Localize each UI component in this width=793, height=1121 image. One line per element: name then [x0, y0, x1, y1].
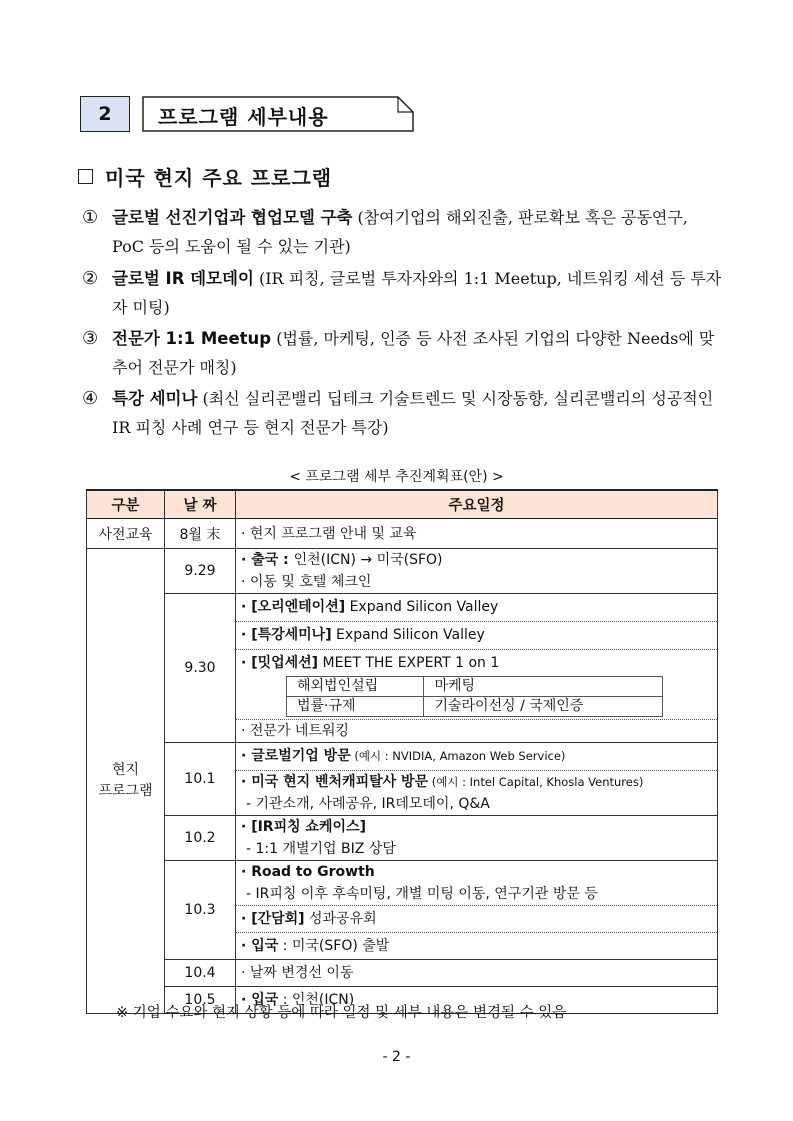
- topic-cell: 마케팅: [424, 677, 663, 697]
- schedule-line: · Road to Growth: [241, 864, 375, 880]
- table-row: [87, 816, 718, 861]
- schedule-line: · [IR피칭 쇼케이스]: [241, 819, 366, 835]
- item-number: ①: [82, 207, 99, 228]
- category-cell: 사전교육: [87, 519, 165, 549]
- table-caption: < 프로그램 세부 추진계획표(안) >: [289, 469, 504, 485]
- table-row: [87, 594, 718, 743]
- schedule-subline: - 기관소개, 사례공유, IR데모데이, Q&A: [246, 796, 490, 812]
- table-header-row: [87, 490, 718, 519]
- item-description: (법률, 마케팅, 인증 등 사전 조사된 기업의 다양한 Needs에 맞추어 전문가 매칭): [112, 329, 715, 377]
- date-cell: 8월 末: [165, 519, 236, 549]
- topic-cell: 기술라이선싱 / 국제인증: [424, 697, 663, 717]
- schedule-line: · [특강세미나] Expand Silicon Valley: [236, 621, 717, 649]
- date-cell: 10.5: [165, 987, 236, 1014]
- date-cell: 10.3: [165, 861, 236, 960]
- program-item-3: [82, 324, 722, 382]
- subheading: [78, 162, 332, 191]
- meetup-topics-grid: [286, 676, 663, 717]
- item-number: ②: [82, 268, 99, 289]
- schedule-subline: - 1:1 개별기업 BIZ 상담: [246, 841, 396, 857]
- date-cell: 10.4: [165, 960, 236, 987]
- item-keyword: 글로벌 IR 데모데이: [112, 269, 254, 288]
- date-cell: 9.29: [165, 549, 236, 594]
- topic-cell: 해외법인설립: [287, 677, 424, 697]
- section-number: 2: [80, 96, 130, 132]
- schedule-line: · 글로벌기업 방문 (예시 : NVIDIA, Amazon Web Service): [241, 748, 566, 764]
- header-date: 날 짜: [165, 490, 236, 519]
- header-category: 구분: [87, 490, 165, 519]
- item-description: (최신 실리콘밸리 딥테크 기술트렌드 및 시장동향, 실리콘밸리의 성공적인 IR 피칭 사례 연구 등 현지 전문가 특강): [112, 389, 714, 437]
- item-keyword: 특강 세미나: [112, 389, 198, 408]
- date-cell: 10.1: [165, 743, 236, 816]
- table-row: [87, 861, 718, 960]
- date-cell: 9.30: [165, 594, 236, 743]
- schedule-line: · [간담회] 성과공유회: [236, 905, 717, 932]
- section-title-box: [142, 96, 414, 132]
- schedule-line: · 현지 프로그램 안내 및 교육: [241, 525, 417, 542]
- item-number: ④: [82, 388, 99, 409]
- item-number: ③: [82, 328, 99, 349]
- page-number: - 2 -: [382, 1049, 411, 1065]
- schedule-line: · 입국 : 인천(ICN): [241, 992, 355, 1008]
- schedule-line: · [밋업세션] MEET THE EXPERT 1 on 1: [236, 649, 717, 676]
- item-description: (IR 피칭, 글로벌 투자자와의 1:1 Meetup, 네트워킹 세션 등 투자자 미팅): [112, 269, 722, 317]
- item-description: (참여기업의 해외진출, 판로확보 혹은 공동연구, PoC 등의 도움이 될 수 있는 기관): [112, 208, 688, 256]
- checkbox-bullet-icon: [78, 169, 93, 184]
- schedule-line: · 미국 현지 벤처캐피탈사 방문 (예시 : Intel Capital, Khosla Ventures): [236, 770, 717, 793]
- item-keyword: 전문가 1:1 Meetup: [112, 329, 272, 348]
- schedule-line: · 날짜 변경선 이동: [241, 965, 354, 981]
- schedule-line: · 전문가 네트워킹: [236, 719, 717, 742]
- item-keyword: 글로벌 선진기업과 협업모델 구축: [112, 208, 353, 227]
- topic-cell: 법률·규제: [287, 697, 424, 717]
- schedule-line: · 출국 : 인천(ICN) → 미국(SFO): [241, 552, 443, 568]
- header-schedule: 주요일정: [236, 490, 718, 519]
- schedule-table: [86, 489, 718, 1014]
- program-item-4: [82, 384, 722, 442]
- category-cell: 현지 프로그램: [87, 549, 165, 1014]
- table-row: [87, 549, 718, 594]
- schedule-line: · 입국 : 미국(SFO) 출발: [236, 932, 717, 959]
- footnote: ※ 기업 수요와 현지 상황 등에 따라 일정 및 세부 내용은 변경될 수 있음: [116, 1005, 567, 1021]
- table-row: [87, 743, 718, 816]
- program-item-2: [82, 264, 722, 322]
- table-row: [87, 519, 718, 549]
- schedule-line: · [오리엔테이션] Expand Silicon Valley: [241, 599, 499, 615]
- schedule-subline: - IR피칭 이후 후속미팅, 개별 미팅 이동, 연구기관 방문 등: [246, 886, 598, 902]
- table-row: [87, 960, 718, 987]
- subheading-text: 미국 현지 주요 프로그램: [105, 166, 333, 190]
- schedule-line: · 이동 및 호텔 체크인: [241, 574, 372, 590]
- section-title: 프로그램 세부내용: [158, 105, 329, 129]
- program-item-1: [82, 203, 722, 261]
- date-cell: 10.2: [165, 816, 236, 861]
